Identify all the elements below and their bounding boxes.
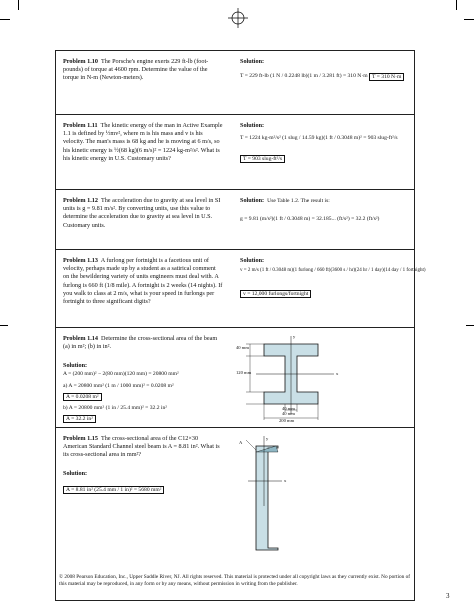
- solution: [240, 122, 410, 130]
- problem-statement: The acceleration due to gravity at sea level in SI units is g = 9.81 m/s². By converting units, use this value to determine the acceleration due to gravity at sea level in U.S. Customary units.: [63, 197, 221, 229]
- problem-1-15: [56, 427, 414, 567]
- problem-text: [63, 58, 223, 83]
- problem-title: Problem 1.14: [63, 335, 98, 342]
- solution: [240, 58, 410, 66]
- solution-equation: T = 1224 kg-m²/s² (1 slug / 14.59 kg)(1 ft / 0.3048 m)² = 903 slug-ft²/s: [240, 135, 398, 141]
- solution-label: Solution:: [240, 257, 265, 264]
- problem-title: Problem 1.10: [63, 58, 98, 65]
- problem-1-10: [56, 51, 414, 99]
- copyright-footer: © 2008 Pearson Education, Inc., Upper Saddle River, NJ. All rights reserved. This material is protected under all copyright laws as they currently exist. No portion of this material may be reproduced, in any form or by any means, without permission in writing from the publisher.: [59, 574, 411, 587]
- dim-label: 120 mm: [236, 370, 252, 375]
- problem-text: [63, 335, 223, 351]
- problem-statement: The cross-sectional area of the C12×30 American Standard Channel steel beam is A = 8.81 in². What is its cross-sectional area in mm²?: [63, 435, 220, 459]
- solution-answer: v = 12,000 furlongs/fortnight: [240, 290, 311, 298]
- dim-label: 40 mm: [282, 406, 295, 411]
- solution-equation: g = 9.81 (m/s²)(1 ft / 0.3048 m) = 32.185... (ft/s²) = 32.2 (ft/s²): [240, 216, 380, 222]
- solution-equation: A = (200 mm)² − 2(80 mm)(120 mm) = 20800 mm²: [63, 371, 179, 377]
- solution: [240, 197, 410, 205]
- axis-label: y: [266, 436, 269, 441]
- problem-statement: A furlong per fortnight is a facetious unit of velocity, perhaps made up by a student as a satirical comment on the bewildering variety of units engineers must deal with. A furlong is 660 ft (1/8 mile). A fortnight is 2 weeks (14 nights). If you walk to class at 2 m/s, what is your speed in furlongs per fortnight to three significant digits?: [63, 257, 223, 306]
- solution-answer: A = 0.0208 m²: [63, 393, 102, 401]
- solution-note: Use Table 1.2. The result is:: [267, 198, 330, 204]
- solution-answer: T = 903 slug-ft²/s: [240, 155, 285, 163]
- solution: [240, 257, 410, 265]
- problem-title: Problem 1.12: [63, 197, 98, 204]
- problem-statement: Determine the cross-sectional area of the beam (a) in m²; (b) in in².: [63, 335, 218, 351]
- solution: [63, 362, 223, 370]
- problem-1-14: [56, 327, 414, 427]
- solution-answer: T = 310 N·m: [369, 73, 404, 81]
- area-label: A: [239, 440, 243, 445]
- problem-text: [63, 435, 223, 460]
- i-beam-figure: [236, 334, 366, 424]
- crop-mark: [464, 19, 474, 20]
- solution-label: Solution:: [240, 122, 265, 129]
- solution-equation: T = 229 ft-lb (1 N / 0.2248 lb)(1 m / 3.281 ft) = 310 N·m: [240, 73, 368, 79]
- solution-equation: v = 2 m/s (1 ft / 0.3048 m)(1 furlong / 660 ft)(3600 s / hr)(24 hr / 1 day)(14 day / 1 fortnight): [240, 268, 426, 273]
- axis-label: x: [336, 371, 339, 376]
- crop-mark: [456, 0, 457, 10]
- dim-label: 200 mm: [279, 418, 295, 423]
- problem-1-11: [56, 114, 414, 189]
- problem-1-13: [56, 249, 426, 327]
- page-number: 3: [446, 592, 450, 600]
- crop-mark: [18, 0, 19, 10]
- solution-equation: b) A = 20800 mm² (1 in / 25.4 mm)² = 32.2 in²: [63, 405, 167, 411]
- crop-mark: [466, 325, 474, 326]
- problem-1-12: [56, 189, 414, 249]
- problem-text: [63, 122, 223, 163]
- axis-label: y: [293, 334, 296, 339]
- crop-mark: [0, 325, 8, 326]
- problem-text: [63, 257, 223, 306]
- solution-answer: A = 8.81 in² (25.4 mm / 1 in)² = 5680 mm²: [63, 486, 164, 494]
- solution-label: Solution:: [240, 58, 265, 65]
- solution-label: Solution:: [63, 362, 88, 369]
- problem-title: Problem 1.13: [63, 257, 98, 264]
- problem-statement: The kinetic energy of the man in Active Example 1.1 is defined by ½mv², where m is his mass and v is his velocity. The man's mass is 68 kg and he is moving at 6 m/s, so his kinetic energy is ½(68 kg)(6 m/s)² = 1224 kg-m²/s². What is his kinetic energy in U.S. Customary units?: [63, 122, 223, 162]
- crop-mark: [0, 19, 10, 20]
- solution-equation: a) A = 20800 mm² (1 m / 1000 mm)² = 0.0208 m²: [63, 383, 174, 389]
- registration-crosshair: [228, 8, 248, 28]
- dim-label: 40 mm: [236, 345, 249, 350]
- channel-beam-figure: [236, 436, 366, 564]
- dim-label: 40 mm: [282, 411, 295, 416]
- solution-label: Solution:: [63, 470, 88, 477]
- axis-label: x: [284, 478, 287, 483]
- problem-statement: The Porsche's engine exerts 229 ft-lb (foot-pounds) of torque at 4600 rpm. Determine the value of the torque in N-m (Newton-meters).: [63, 58, 209, 82]
- problem-title: Problem 1.11: [63, 122, 98, 129]
- solution-label: Solution:: [240, 197, 265, 204]
- problem-text: [63, 197, 223, 230]
- solution-answer: A = 32.2 in²: [63, 415, 96, 423]
- problems-frame: [55, 50, 426, 601]
- problem-title: Problem 1.15: [63, 435, 98, 442]
- solution: [63, 470, 223, 478]
